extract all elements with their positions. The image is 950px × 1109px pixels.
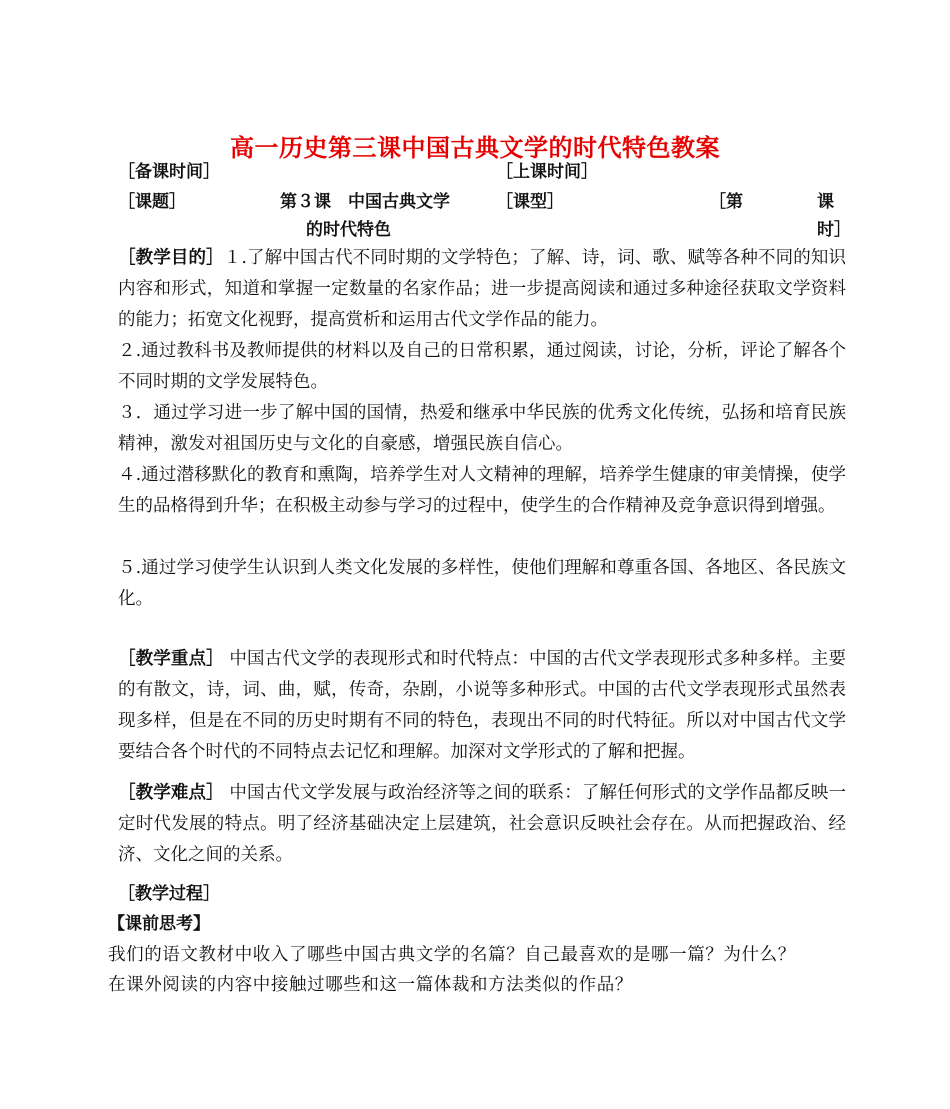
question-line-2: 在课外阅读的内容中接触过哪些和这一篇体裁和方法类似的作品？ xyxy=(108,975,633,995)
question-line-1: 我们的语文教材中收入了哪些中国古典文学的名篇？自己最喜欢的是哪一篇？为什么？ xyxy=(108,945,796,965)
difficulties-text: 中国古代文学发展与政治经济等之间的联系：了解任何形式的文学作品都反映一定时代发展的特点。明了经济基础决定上层建筑，社会意识反映社会存在。从而把握政治、经济、文化之间的关系。 xyxy=(118,783,847,865)
difficulties xyxy=(118,778,846,871)
objective-2: ２.通过教科书及教师提供的材料以及自己的日常积累，通过阅读，讨论，分析，评论了解各个不同时期的文学发展特色。 xyxy=(118,341,846,392)
objectives-label: ［教学目的］ xyxy=(118,248,224,268)
key-points-label: ［教学重点］ xyxy=(118,649,224,669)
key-points-text: 中国古代文学的表现形式和时代特点：中国的古代文学表现形式多种多样。主要的有散文，诗，词、曲，赋，传奇，杂剧，小说等多种形式。中国的古代文学表现形式虽然表现多样，但是在不同的历史时期有不同的特色，表现出不同的时代特征。所以对中国古代文学要结合各个时代的不同特点去记忆和理解。加深对文学形式的了解和把握。 xyxy=(118,649,847,762)
topic-label: ［课题］ xyxy=(118,192,186,212)
prep-time-label: ［备课时间］ xyxy=(118,162,220,182)
page-title: 高一历史第三课中国古典文学的时代特色教案 xyxy=(230,134,720,162)
objective-1-text: １.了解中国古代不同时期的文学特色；了解、诗，词、歌、赋等各种不同的知识内容和形式，知道和掌握一定数量的名家作品；进一步提高阅读和通过多种途径获取文学资料的能力；拓宽文化视野，提高赏析和运用古代文学作品的能力。 xyxy=(118,248,847,330)
key-points xyxy=(118,644,846,768)
topic-line-1: 第３课 中国古典文学 xyxy=(280,192,450,212)
objective-3: ３．通过学习进一步了解中国的国情，热爱和继承中华民族的优秀文化传统，弘扬和培育民族精神，激发对祖国历史与文化的自豪感，增强民族自信心。 xyxy=(118,403,846,454)
lesson-type-label: ［课型］ xyxy=(496,192,564,212)
pre-class-label: 【课前思考】 xyxy=(108,914,210,934)
objective-1 xyxy=(118,243,846,336)
process-label: ［教学过程］ xyxy=(118,884,220,904)
class-time-label: ［上课时间］ xyxy=(496,162,598,182)
period-label-b: 课 xyxy=(817,192,834,212)
topic-line-2: 的时代特色 xyxy=(306,220,391,240)
period-label-c: 时］ xyxy=(817,220,851,240)
difficulties-label: ［教学难点］ xyxy=(118,783,224,803)
objective-5: ５.通过学习使学生认识到人类文化发展的多样性，使他们理解和尊重各国、各地区、各民族文化。 xyxy=(118,558,846,609)
period-label-a: ［第 xyxy=(709,192,743,212)
objective-4: ４.通过潜移默化的教育和熏陶，培养学生对人文精神的理解，培养学生健康的审美情操，使学生的品格得到升华；在积极主动参与学习的过程中，使学生的合作精神及竞争意识得到增强。 xyxy=(118,465,846,516)
